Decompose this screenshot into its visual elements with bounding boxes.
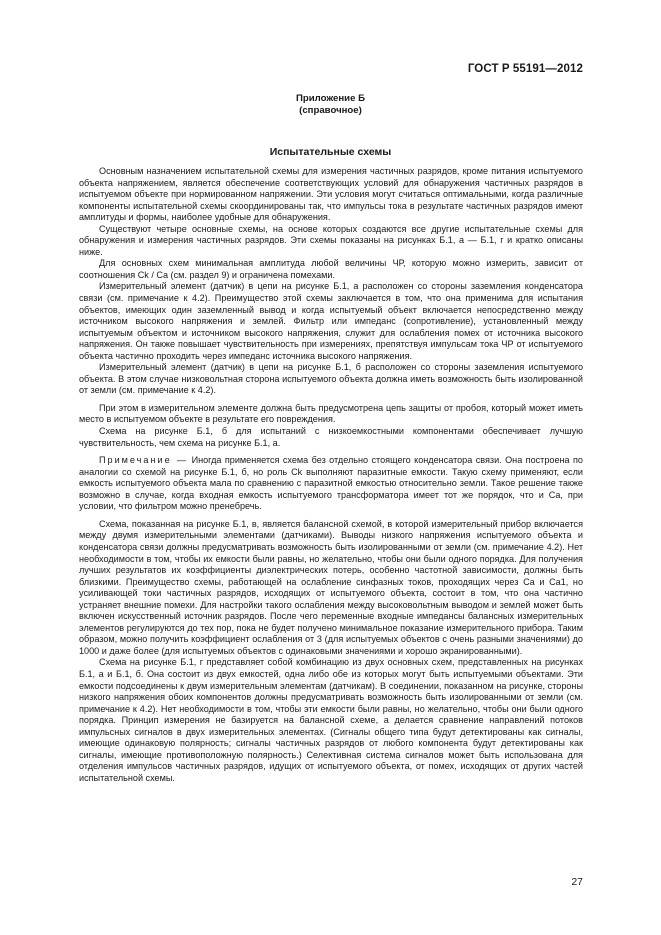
paragraph: Схема, показанная на рисунке Б.1, в, является балансной схемой, в которой измерительный прибор включается между двумя измерительными элементами (датчиками). Выводы низкого напряжения испытуемого объекта и конденсатора связи должны предусматривать возможность быть изолированными от земли (см. примечание 4.2). Нет необходимости в том, чтобы их емкости были равны, но желательно, чтобы они были одного порядка. Для получения лучших результатов их коэффициенты диэлектрических потерь, особенно частотной зависимости, должны быть близкими. Преимущество схемы, работающей на ослабление синфазных токов, проходящих через Ca и Ca1, но усиливающей токи частичных разрядов, исходящих от испытуемого объекта, состоит в том, что она частично устраняет внешние помехи. Для настройки такого ослабления между высоковольтным выводом и землей может быть включен искусственный источник разрядов. После чего переменные входные импедансы балансных измерительных элементов регулируются до тех пор, пока не будет получено минимальное показание измерительного прибора. Таким образом, можно получить коэффициент ослабления от 3 (для испытуемых объектов с очень разными значениями) до 1000 и даже более (для испытуемых объектов с одинаковыми значениями и хорошо экранированными).: [79, 518, 583, 656]
appendix-subtitle: (справочное): [299, 104, 362, 116]
paragraph: Схема на рисунке Б.1, г представляет собой комбинацию из двух основных схем, представленных на рисунках Б.1, а и Б.1, б. Она состоит из двух емкостей, одна либо обе из которых могут быть испытуемыми объектами. Эти емкости подсоединены к двум измерительным элементам (датчикам). В соединении, показанном на рисунке, стороны низкого напряжения обоих компонентов должны предусматривать возможность быть изолированными от земли (см. примечание к 4.2). Нет необходимости в том, чтобы эти емкости были равны, но желательно, чтобы они были одного порядка. Принцип измерения не базируется на балансной схеме, а делается сравнение направлений потоков импульсных сигналов в двух измерительных элементах. (Сигналы общего типа будут детектированы как сигналы, имеющие одинаковую полярность; сигналы частичных разрядов от любого компонента будут детектированы как сигналы, имеющие противоположную полярность.) Селективная система сигналов может быть использована для отделения импульсов частичных разрядов, идущих от испытуемого объекта, от помех, исходящих от других частей испытательной схемы.: [79, 657, 583, 783]
note-text: Иногда применяется схема без отдельно стоящего конденсатора связи. Она построена по аналогии со схемой на рисунке Б.1, б, но роль Ck выполняют паразитные емкости. Такую схему применяют, если емкость испытуемого объекта мала по сравнению с паразитной емкостью относительно земли. Такое решение также возможно в случае, когда входная емкость испытуемого трансформатора имеет тот же порядок, что и Ca, при условии, что фильтром можно пренебречь.: [79, 455, 583, 512]
section-title: Испытательные схемы: [269, 146, 392, 158]
paragraph: Измерительный элемент (датчик) в цепи на рисунке Б.1, б расположен со стороны заземления испытуемого объекта. В этом случае низковольтная сторона испытуемого объекта должна иметь возможность быть изолированной от земли (см. примечание к 4.2).: [79, 362, 583, 396]
appendix-heading: [0, 93, 661, 116]
paragraph: Измерительный элемент (датчик) в цепи на рисунке Б.1, а расположен со стороны заземления конденсатора связи (см. примечание к 4.2). Преимущество этой схемы заключается в том, что она применима для испытания объектов, имеющих один заземленный вывод и когда испытуемый объект включается непосредственно между источником высокого напряжения и землей. Фильтр или импеданс (сопротивление), установленный между испытуемым объектом и источником высокого напряжения, служит для ослабления помех от источника высокого напряжения. Он также повышает чувствительность при измерениях, препятствуя импульсам тока ЧР от испытуемого объекта частично проходить через импеданс источника высокого напряжения.: [79, 281, 583, 361]
page-number: 27: [571, 876, 583, 888]
paragraph: При этом в измерительном элементе должна быть предусмотрена цепь защиты от пробоя, который может иметь место в испытуемом объекте в результате его повреждения.: [79, 402, 583, 425]
standard-header: ГОСТ Р 55191—2012: [467, 63, 583, 75]
appendix-title: Приложение Б: [296, 93, 365, 104]
note: [79, 455, 583, 513]
note-label: Примечание —: [99, 455, 189, 466]
paragraph: Основным назначением испытательной схемы для измерения частичных разрядов, кроме питания испытуемого объекта напряжением, является обеспечение соответствующих условий для обнаружения частичных разрядов в испытуемом объекте при нормированном напряжении. Эти условия могут считаться оптимальными, когда различные компоненты испытательной схемы скоординированы так, что импульсы тока в результате частичных разрядов имеют амплитуды и формы, наиболее удобные для обнаружения.: [79, 166, 583, 223]
body-text: [79, 166, 583, 784]
paragraph: Схема на рисунке Б.1, б для испытаний с низкоемкостными компонентами обеспечивает лучшую чувствительность, чем схема на рисунке Б.1, а.: [79, 426, 583, 448]
paragraph: Для основных схем минимальная амплитуда любой величины ЧР, которую можно измерить, зависит от соотношения Ck / Ca (см. раздел 9) и ограничена помехами.: [79, 258, 583, 280]
paragraph: Существуют четыре основные схемы, на основе которых создаются все другие испытательные схемы для обнаружения и измерения частичных разрядов. Эти схемы показаны на рисунках Б.1, а — Б.1, г и кратко описаны ниже.: [79, 223, 583, 257]
